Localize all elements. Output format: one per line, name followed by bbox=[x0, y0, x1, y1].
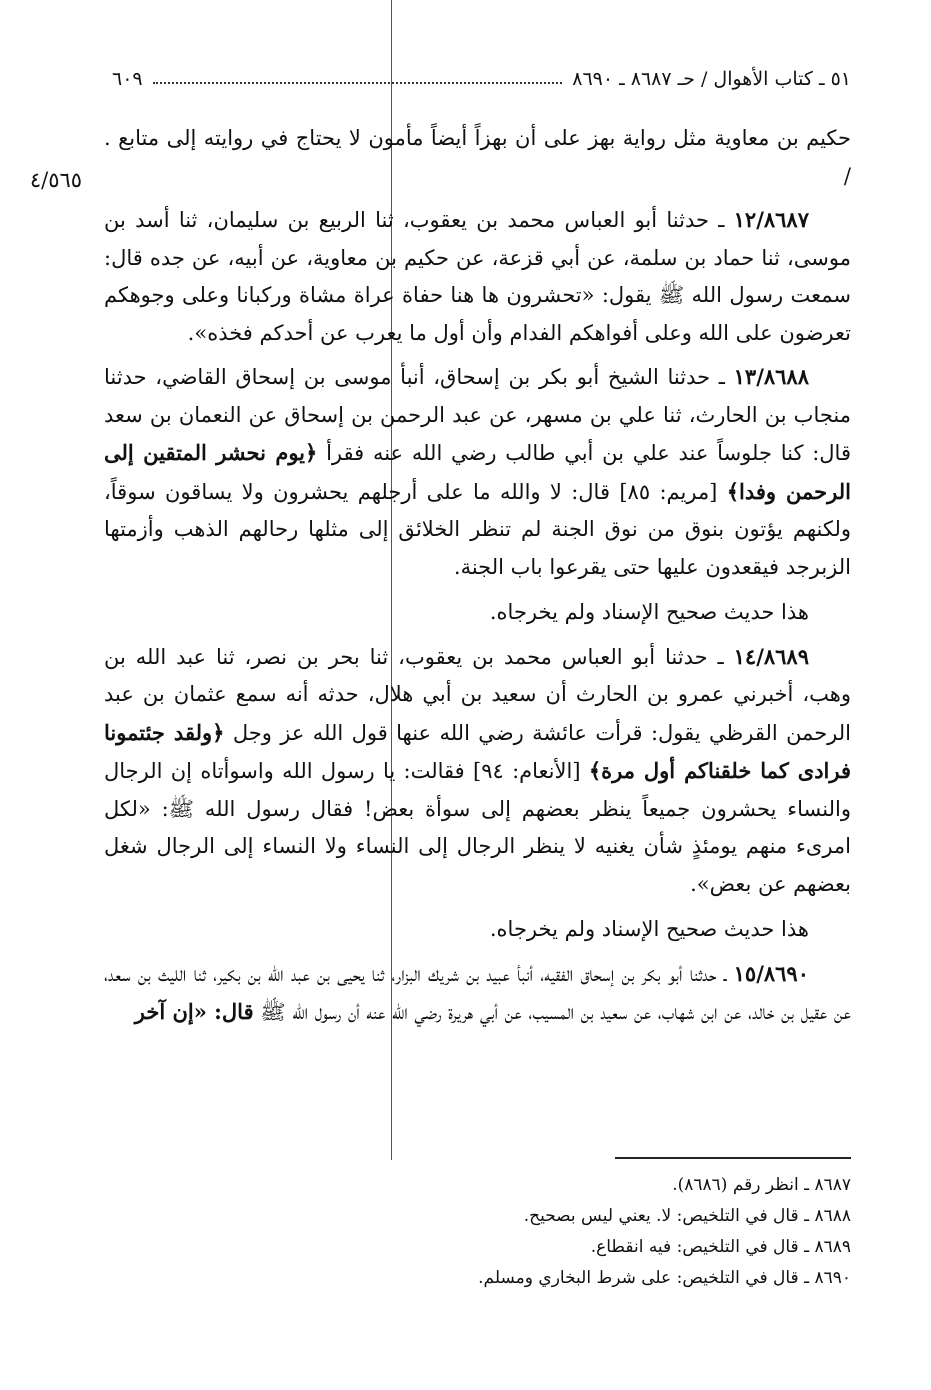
verse-reference: [الأنعام: ٩٤] bbox=[464, 759, 589, 783]
authenticity-verdict: هذا حديث صحيح الإسناد ولم يخرجاه. bbox=[489, 917, 809, 941]
hadith-text: ـ حدثنا أبو بكر بن إسحاق الفقيه، أنبأ عبيد بن شريك البزار، ثنا يحيى بن عبد الله بن بكير، ثنا الليث بن سعد، عن عقيل بن خالد، عن ابن شهاب، عن سعيد بن المسيب، عن أبي هريرة رضي الله عنه أن رسول الله ﷺ bbox=[104, 961, 851, 1024]
footnote-separator bbox=[615, 1157, 851, 1159]
footnote-8687: ٨٦٨٧ ـ انظر رقم (٨٦٨٦). bbox=[672, 1175, 851, 1195]
hadith-8690 bbox=[104, 955, 851, 1032]
hadith-number: ١٥/٨٦٩٠ bbox=[733, 960, 809, 986]
hadith-text-continued: فقالت: يا رسول الله واسوأتاه إن الرجال والنساء يحشرون جميعاً ينظر بعضهم إلى سوأة بعض! فقال رسول الله ﷺ: «لكل امرىء منهم يومئذٍ شأن يغنيه لا ينظر الرجال إلى النساء ولا النساء إلى الرجال شغل بعضهم عن بعض». bbox=[104, 759, 851, 896]
footnote-8688: ٨٦٨٨ ـ قال في التلخيص: لا. يعني ليس بصحيح. bbox=[523, 1206, 851, 1226]
hadith-number: ١٤/٨٦٨٩ bbox=[733, 643, 809, 669]
running-header bbox=[112, 62, 851, 96]
footnote-8689: ٨٦٨٩ ـ قال في التلخيص: فيه انقطاع. bbox=[590, 1237, 851, 1257]
hadith-number: ١٣/٨٦٨٨ bbox=[733, 364, 809, 389]
verse-reference: [مريم: ٨٥] bbox=[610, 479, 727, 504]
hadith-number: ١٢/٨٦٨٧ bbox=[733, 207, 809, 232]
continuation-paragraph: حكيم بن معاوية مثل رواية بهز على أن بهزاً أيضاً مأمون لا يحتاج في روايته إلى متابع . / bbox=[104, 126, 851, 188]
quran-verse: ﴿ولقد جئتمونا فرادى كما خلقناكم أول مرة﴾ bbox=[104, 719, 851, 783]
footnote-8690: ٨٦٩٠ ـ قال في التلخيص: على شرط البخاري ومسلم. bbox=[478, 1268, 851, 1288]
quran-verse: ﴿يوم نحشر المتقين إلى الرحمن وفدا﴾ bbox=[104, 440, 851, 504]
header-title: ٥١ ـ كتاب الأهوال / حـ ٨٦٨٧ ـ ٨٦٩٠ bbox=[572, 68, 851, 90]
hadith-8687 bbox=[104, 201, 851, 352]
hadith-text: ـ حدثنا أبو العباس محمد بن يعقوب، ثنا بحر بن نصر، ثنا عبد الله بن وهب، أخبرني عمرو بن الحارث أن سعيد بن أبي هلال، حدثه أنه سمع عثمان بن عبد الرحمن القرظي يقول: قرأت عائشة رضي الله عنها قول الله عز وجل bbox=[104, 644, 851, 745]
hadith-8689 bbox=[104, 638, 851, 904]
hadith-text: ـ حدثنا أبو العباس محمد بن يعقوب، ثنا الربيع بن سليمان، ثنا أسد بن موسى، ثنا حماد بن سلمة، عن أبي قزعة، عن حكيم بن معاوية، عن أبيه، عن جده قال: سمعت رسول الله ﷺ يقول: «تحشرون ها هنا حفاة عراة مشاة وركبانا وعلى وجوهكم تعرضون على الله وعلى أفواهكم الفدام وأن أول ما يعرب عن أحدكم فخذه». bbox=[104, 208, 851, 345]
hadith-quote-start: قال: «إن آخر bbox=[134, 999, 254, 1024]
main-text bbox=[104, 120, 851, 1032]
hadith-text-continued: قال: لا والله ما على أرجلهم يحشرون ولا يساقون سوقاً، ولكنهم يؤتون بنوق من نوق الجنة لم تنظر الخلائق إلى مثلها رحالهم الذهب وأزمتها الزبرجد فيقعدون عليها حتى يقرعوا باب الجنة. bbox=[104, 479, 851, 579]
page-number: ٦٠٩ bbox=[112, 68, 143, 90]
authenticity-verdict: هذا حديث صحيح الإسناد ولم يخرجاه. bbox=[489, 600, 809, 624]
footnotes bbox=[104, 1170, 851, 1294]
hadith-text: ـ حدثنا الشيخ أبو بكر بن إسحاق، أنبأ موسى بن إسحاق القاضي، حدثنا منجاب بن الحارث، ثنا علي بن مسهر، عن عبد الرحمن بن إسحاق عن النعمان بن سعد قال: كنا جلوساً عند علي بن أبي طالب رضي الله عنه فقرأ bbox=[104, 365, 851, 465]
header-dot-leader bbox=[153, 82, 563, 84]
hadith-8688 bbox=[104, 358, 851, 586]
margin-reference: ٤/٥٦٥ bbox=[29, 168, 83, 192]
